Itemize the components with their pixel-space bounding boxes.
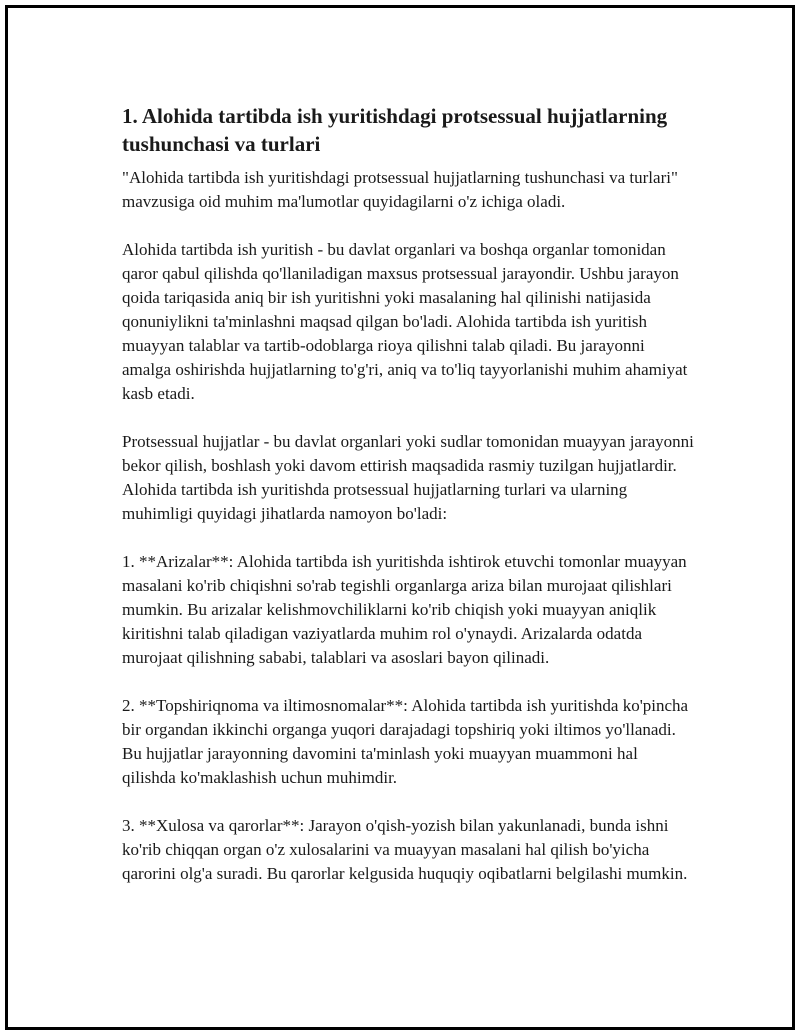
procedural-documents-paragraph: Protsessual hujjatlar - bu davlat organlari yoki sudlar tomonidan muayyan jarayonni bekor qilish, boshlash yoki davom ettirish maqsadida rasmiy tuzilgan hujjatlardir. Alohida tartibda ish yuritishda protsessual hujjatlarning turlari va ularning muhimligi quyidagi jihatlarda namoyon bo'ladi: (122, 432, 694, 523)
list-item-assignments: 2. **Topshiriqnoma va iltimosnomalar**: Alohida tartibda ish yuritishda ko'pincha bir organdan ikkinchi organga yuqori darajadagi topshiriq yoki iltimos yo'llanadi. Bu hujjatlar jarayonning davomini ta'minlash yoki muayyan muammoni hal qilishda ko'maklashish uchun muhimdir. (122, 696, 689, 787)
document-heading: 1. Alohida tartibda ish yuritishdagi protsessual hujjatlarning tushunchasi va turlari (122, 104, 668, 156)
list-item-conclusions: 3. **Xulosa va qarorlar**: Jarayon o'qish-yozish bilan yakunlanadi, bunda ishni ko'rib chiqqan organ o'z xulosalarini va muayyan masalani hal qilish bo'yicha qarorini olg'a suradi. Bu qarorlar kelgusida huquqiy oqibatlarni belgilashi mumkin. (122, 816, 688, 883)
list-item-applications: 1. **Arizalar**: Alohida tartibda ish yuritishda ishtirok etuvchi tomonlar muayyan masalani ko'rib chiqishni so'rab tegishli organlarga ariza bilan murojaat qilishlari mumkin. Bu arizalar kelishmovchiliklarni ko'rib chiqish yoki muayyan aniqlik kiritishni talab qiladigan vaziyatlarda muhim rol o'ynaydi. Arizalarda odatda murojaat qilishning sababi, talablari va asoslari bayon qilinadi. (122, 552, 687, 667)
intro-paragraph: "Alohida tartibda ish yuritishdagi protsessual hujjatlarning tushunchasi va turlari" mavzusiga oid muhim ma'lumotlar quyidagilarni o'z ichiga oladi. (122, 168, 678, 211)
document-body (122, 102, 694, 910)
page-frame (5, 5, 795, 1030)
definition-paragraph: Alohida tartibda ish yuritish - bu davlat organlari va boshqa organlar tomonidan qaror qabul qilishda qo'llaniladigan maxsus protsessual jarayondir. Ushbu jarayon qoida tariqasida aniq bir ish yuritishni yoki masalaning hal qilinishi natijasida qonuniylikni ta'minlashni maqsad qilgan bo'ladi. Alohida tartibda ish yuritish muayyan talablar va tartib-odoblarga rioya qilishni talab qiladi. Bu jarayonni amalga oshirishda hujjatlarning to'g'ri, aniq va to'liq tayyorlanishi muhim ahamiyat kasb etadi. (122, 240, 688, 403)
